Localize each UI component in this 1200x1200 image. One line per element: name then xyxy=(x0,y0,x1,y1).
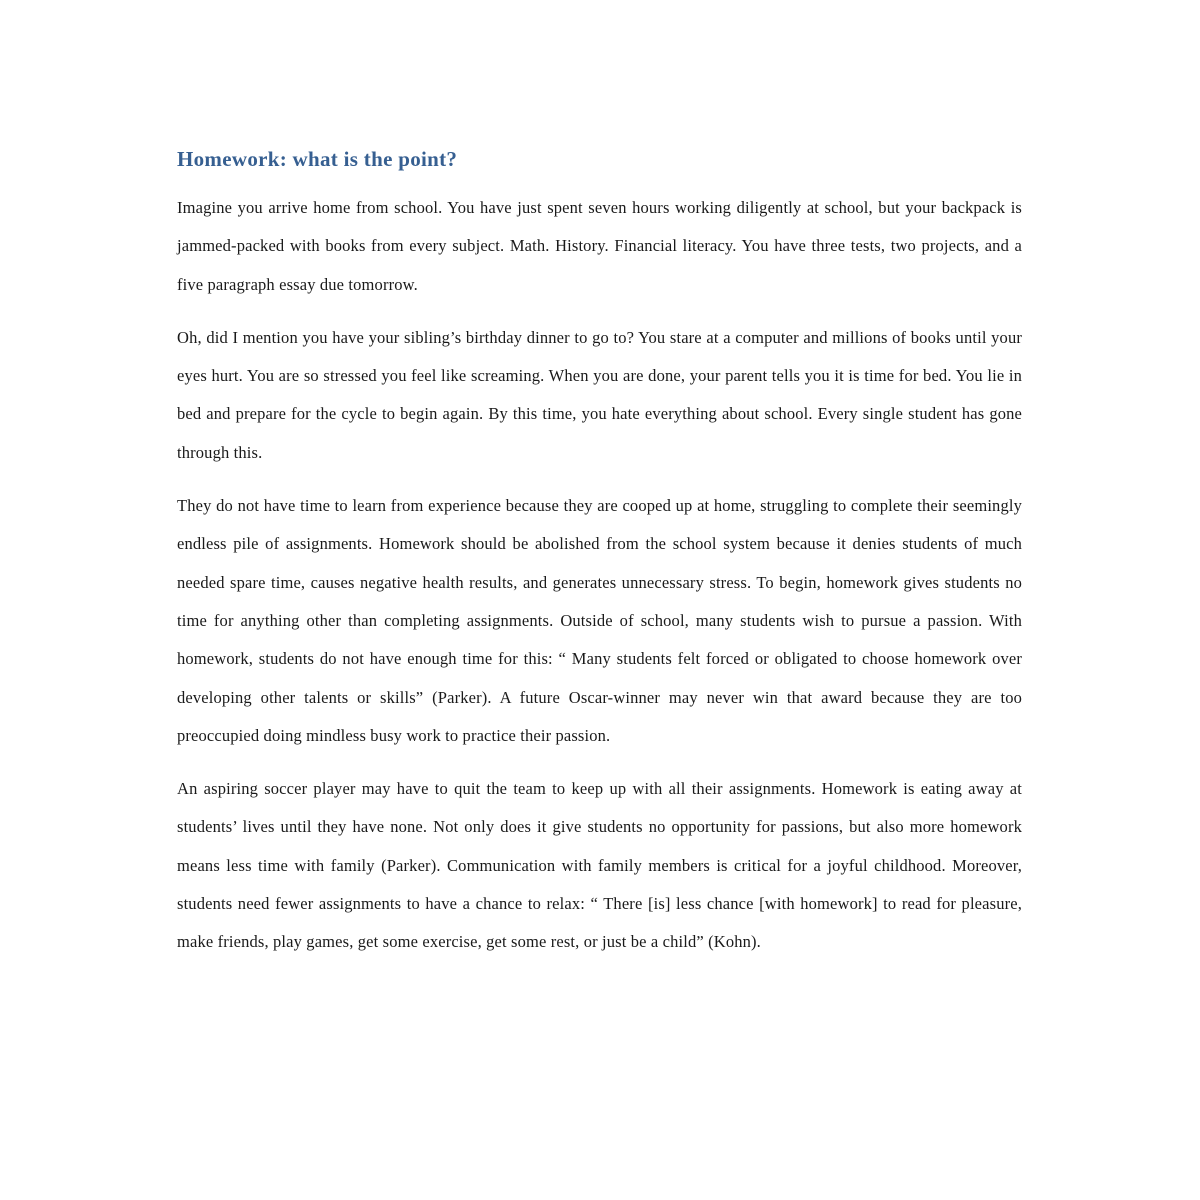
paragraph-2: Oh, did I mention you have your sibling’s birthday dinner to go to? You stare at a computer and millions of books until your eyes hurt. You are so stressed you feel like screaming. When you are done, your parent tells you it is time for bed. You lie in bed and prepare for the cycle to begin again. By this time, you hate everything about school. Every single student has gone through this. xyxy=(177,327,1022,462)
paragraph-4: An aspiring soccer player may have to quit the team to keep up with all their assignments. Homework is eating away at students’ lives until they have none. Not only does it give students no opportunity for passions, but also more homework means less time with family (Parker). Communication with family members is critical for a joyful childhood. Moreover, students need fewer assignments to have a chance to relax: “ There [is] less chance [with homework] to read for pleasure, make friends, play games, get some exercise, get some rest, or just be a child” (Kohn). xyxy=(177,779,1022,952)
document-title: Homework: what is the point? xyxy=(177,147,458,171)
document-page xyxy=(177,143,1022,977)
paragraph-3: They do not have time to learn from experience because they are cooped up at home, struggling to complete their seemingly endless pile of assignments. Homework should be abolished from the school system because it denies students of much needed spare time, causes negative health results, and generates unnecessary stress. To begin, homework gives students no time for anything other than completing assignments. Outside of school, many students wish to pursue a passion. With homework, students do not have enough time for this: “ Many students felt forced or obligated to choose homework over developing other talents or skills” (Parker). A future Oscar-winner may never win that award because they are too preoccupied doing mindless busy work to practice their passion. xyxy=(177,496,1022,745)
paragraph-1: Imagine you arrive home from school. You have just spent seven hours working diligently at school, but your backpack is jammed-packed with books from every subject. Math. History. Financial literacy. You have three tests, two projects, and a five paragraph essay due tomorrow. xyxy=(177,198,1022,294)
